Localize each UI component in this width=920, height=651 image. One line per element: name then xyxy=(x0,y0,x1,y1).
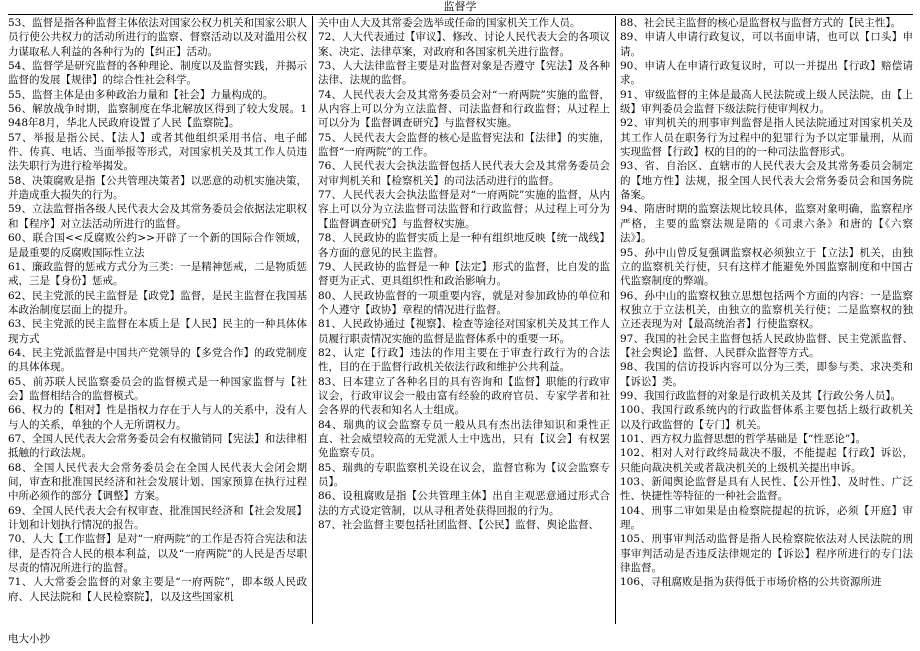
question-item: 106、寻租腐败是指为获得低于市场价格的公共资源所进 xyxy=(620,576,882,589)
question-item: 67、全国人民代表大会常务委员会有权撤销同【宪法】和法律相抵触的行政法规。 xyxy=(8,432,307,460)
question-item: 103、新闻舆论监督是具有人民性、【公开性】、及时性、广泛性、快捷性等特征的一种社会监督。 xyxy=(620,476,913,503)
question-item: 56、解放战争时期，监察制度在华北解放区得到了较大发展。1948年8月，华北人民政府设置了人民【监察院】。 xyxy=(8,103,307,130)
question-item: 60、联合国<<反腐败公约>>开辟了一个新的国际合作领域，是最重要的反腐败国际性立法 xyxy=(8,232,307,259)
question-item: 57、举报是指公民、【法人】或者其他组织采用书信、电子邮件、传真、电话、当面举报等形式，对国家机关及其工作人员违法失职行为进行检举揭发。 xyxy=(8,131,307,173)
question-item: 68、全国人民代表大会常务委员会在全国人民代表大会闭会期间，审查和批准国民经济和社会发展计划、国家预算在执行过程中所必须作的部分【调整】方案。 xyxy=(8,461,307,503)
question-item: 85、瑞典的专职监察机关设在议会，监督官称为【议会监察专员】。 xyxy=(318,461,610,488)
question-item: 81、人民政协通过【视察】、检查等途径对国家机关及其工作人员履行职责情况实施的监督是监督体系中的重要一环。 xyxy=(318,318,610,345)
question-item: 83、日本建立了各种名目的具有咨询和【监督】职能的行政审议会，行政审议会一般由富有经验的政府官员、专家学者和社会各界的代表和知名人士组成。 xyxy=(318,375,610,417)
column-3 xyxy=(620,16,913,624)
question-item: 76、人民代表大会执法监督包括人民代表大会及其常务委员会对审判机关和【检察机关】的司法活动进行的监督。 xyxy=(318,160,610,187)
question-item: 53、监督是指各种监督主体依法对国家公权力机关和国家公职人员行使公共权力的活动所进行的监察、督察活动以及对滥用公权力谋取私人利益的各种行为的【纠正】活动。 xyxy=(8,17,307,58)
question-item: 95、孙中山曾反复强调监察权必须独立于【立法】机关，由独立的监察机关行使，只有这样才能避免外国监察制度和中国古代监察制度的弊端。 xyxy=(620,246,913,288)
question-item: 63、民主党派的民主监督在本质上是【人民】民主的一种具体体现方式 xyxy=(8,318,307,345)
column-2 xyxy=(318,16,610,624)
question-item: 82、认定【行政】违法的作用主要在于审查行政行为的合法性，目的在于监督行政机关依法行政和维护公共利益。 xyxy=(318,346,610,374)
question-item: 93、省、自治区、直辖市的人民代表大会及其常务委员会制定的【地方性】法规，报全国人民代表大会常务委员会和国务院备案。 xyxy=(620,160,913,202)
question-item: 69、全国人民代表大会有权审查、批准国民经济和【社会发展】计划和计划执行情况的报告。 xyxy=(8,504,307,532)
question-item: 79、人民政协的监督是一种【法定】形式的监督，比自发的监督更为正式、更具组织性和政治影响力。 xyxy=(318,260,610,288)
question-item: 59、立法监督指各级人民代表大会及其常务委员会依据法定职权和【程序】对立法活动所进行的监督。 xyxy=(8,203,307,230)
question-item: 104、刑事二审如果是由检察院提起的抗诉，必须【开庭】审理。 xyxy=(620,504,913,532)
question-item: 100、我国行政系统内的行政监督体系主要包括上级行政机关以及行政监督的【专门】机关。 xyxy=(620,404,913,431)
question-item: 87、社会监督主要包括社团监督、【公民】监督、舆论监督、 xyxy=(318,519,600,532)
question-item: 64、民主党派监督是中国共产党领导的【多党合作】的政党制度的具体体现。 xyxy=(8,346,307,374)
question-item: 关中由人大及其常委会选举或任命的国家机关工作人员。 xyxy=(318,17,581,29)
question-item: 78、人民政协的监督实质上是一种有组织地反映【统一战线】各方面的意见的民主监督。 xyxy=(318,232,610,259)
question-item: 97、我国的社会民主监督包括人民政协监督、民主党派监督、【社会舆论】监督、人民群众监督等方式。 xyxy=(620,332,913,359)
column-divider xyxy=(615,16,616,624)
question-item: 99、我国行政监督的对象是行政机关及其【行政公务人员】。 xyxy=(620,389,902,402)
question-item: 98、我国的信访投诉内容可以分为三类，即参与类、求决类和【诉讼】类。 xyxy=(620,361,913,388)
question-item: 58、决策腐败是指【公共管理决策者】以恶意的动机实施决策，并造成重大损失的行为。 xyxy=(8,174,307,202)
question-item: 66、权力的【相对】性是指权力存在于人与人的关系中，没有人与人的关系，单独的个人无所谓权力。 xyxy=(8,404,307,431)
page-footer: 电大小抄 xyxy=(8,633,50,645)
question-item: 75、人民代表大会监督的核心是监督宪法和【法律】的实施，监督“一府两院”的工作。 xyxy=(318,131,610,159)
question-item: 65、前苏联人民监察委员会的监督模式是一种国家监督与【社会】监督相结合的监督模式。 xyxy=(8,375,307,402)
question-item: 102、相对人对行政终局裁决不服，不能提起【行政】诉讼，只能向裁决机关或者裁决机关的上级机关提出申诉。 xyxy=(620,447,913,474)
question-item: 92、审判机关的刑事审判监督是指人民法院通过对国家机关及其工作人员在职务行为过程中的犯罪行为予以定罪量刑，从而实现监督【行政】权的目的的一种司法监督形式。 xyxy=(620,117,913,159)
question-item: 89、申请人申请行政复议，可以书面申请，也可以【口头】申请。 xyxy=(620,31,913,58)
question-item: 71、人大常委会监督的对象主要是“一府两院”，即本级人民政府、人民法院和【人民检察院】，以及这些国家机 xyxy=(8,576,307,603)
question-item: 61、廉政监督的惩戒方式分为三类：一是精神惩戒，二是物质惩戒，三是【身份】惩戒。 xyxy=(8,260,307,288)
question-item: 80、人民政协监督的一项重要内容，就是对参加政协的单位和个人遵守【政协】章程的情况进行监督。 xyxy=(318,289,610,316)
question-item: 74、人民代表大会及其常务委员会对“一府两院”实施的监督，从内容上可以分为立法监督、司法监督和行政监督；从过程上可以分为【监督调查研究】与监督权实施。 xyxy=(318,88,610,130)
question-item: 96、孙中山的监察权独立思想包括两个方面的内容：一是监察权独立于立法机关，由独立的监察机关行使；二是监察权的独立还表现为对【最高统治者】行使监察权。 xyxy=(620,289,913,331)
question-item: 94、隋唐时期的监察法规比较具体，监察对象明确，监察程序严格，主要的监察法规是隋的《司隶六条》和唐的【《六察法》】。 xyxy=(620,203,913,245)
question-item: 90、申请人在申请行政复议时，可以一并提出【行政】赔偿请求。 xyxy=(620,60,913,87)
question-item: 84、瑞典的议会监察专员一般从具有杰出法律知识和秉性正直、社会威望较高的无党派人士中选出，只有【议会】有权罢免监察专员。 xyxy=(318,418,610,460)
question-item: 70、人大【工作监督】是对“一府两院”的工作是否符合宪法和法律，是否符合人民的根本利益，以及“一府两院”的人民是否尽职尽责的情况所进行的监督。 xyxy=(8,533,307,575)
question-item: 86、设租腐败是指【公共管理主体】出自主观恶意通过形式合法的方式设定管制，以从寻租者处获得回报的行为。 xyxy=(318,490,610,517)
question-item: 55、监督主体是由多种政治力量和【社会】力量构成的。 xyxy=(8,88,274,101)
header-rule xyxy=(8,14,913,15)
question-item: 105、刑事审判活动监督是指人民检察院依法对人民法院的刑事审判活动是否违反法律规定的【诉讼】程序所进行的专门法律监督。 xyxy=(620,533,913,575)
page-header-title: 监督学 xyxy=(443,0,477,13)
question-item: 62、民主党派的民主监督是【政党】监督，是民主监督在我国基本政治制度层面上的提升。 xyxy=(8,289,307,316)
column-divider xyxy=(312,16,313,624)
question-item: 88、社会民主监督的核心是监督权与监督方式的【民主性】。 xyxy=(620,17,902,29)
question-item: 101、西方权力监督思想的哲学基础是【“性恶论”】。 xyxy=(620,432,867,445)
question-item: 91、审级监督的主体是最高人民法院或上级人民法院，由【上级】审判委员会监督下级法院行使审判权力。 xyxy=(620,88,913,116)
question-item: 72、人大代表通过【审议】、修改、讨论人民代表大会的各项议案、决定、法律草案，对政府和各国家机关进行监督。 xyxy=(318,31,610,58)
question-item: 73、人大法律监督主要是对监督对象是否遵守【宪法】及各种法律、法规的监督。 xyxy=(318,60,610,87)
question-item: 77、人民代表大会执法监督是对“一府两院”实施的监督，从内容上可以分为立法监督司法监督和行政监督；从过程上可分为【监督调查研究】与监督权实施。 xyxy=(318,189,610,230)
column-1 xyxy=(8,16,307,624)
question-item: 54、监督学是研究监督的各种理论、制度以及监督实践，并揭示监督的发展【规律】的综合性社会科学。 xyxy=(8,60,307,87)
